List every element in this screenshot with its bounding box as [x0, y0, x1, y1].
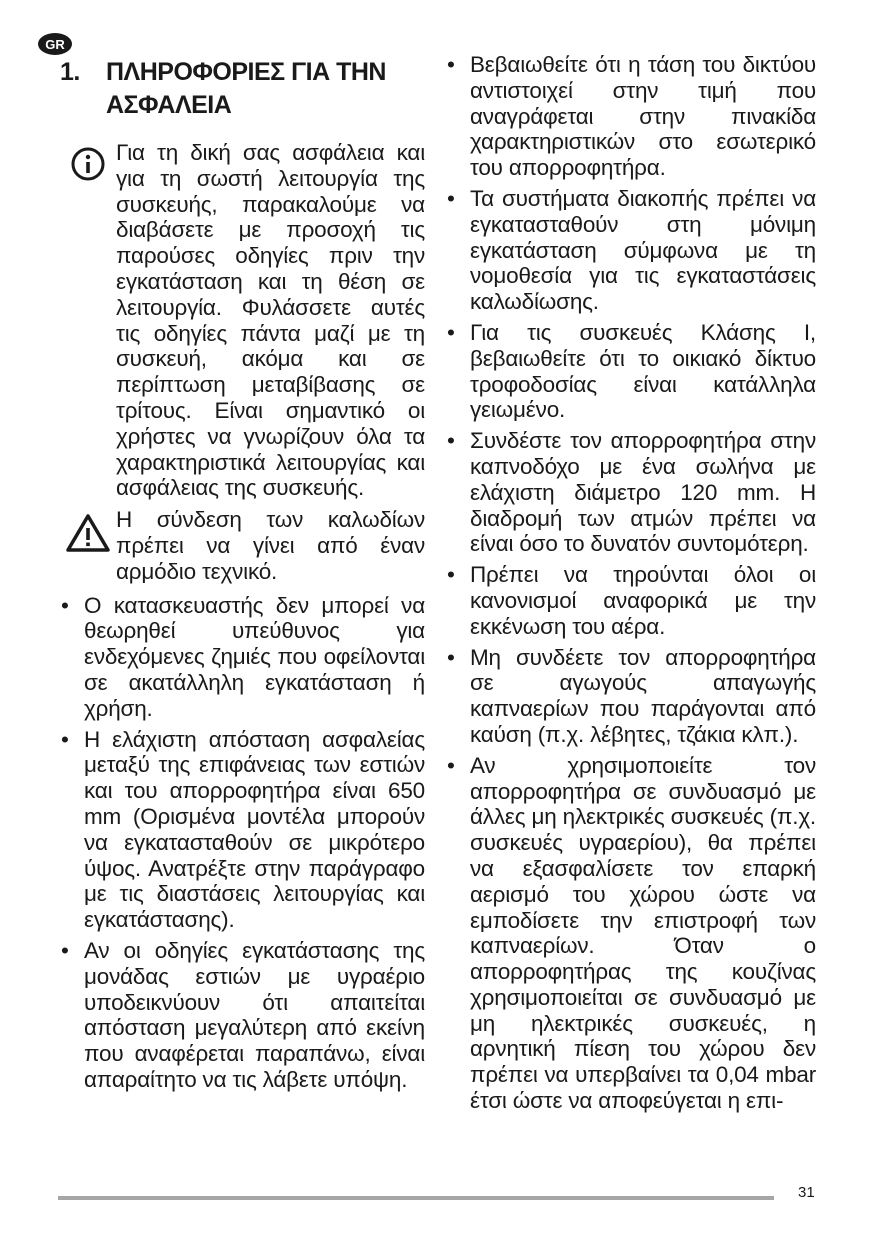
- warning-note-text: Η σύνδεση των καλωδίων πρέπει να γίνει από έναν αρμόδιο τεχνικό.: [116, 507, 425, 584]
- warning-note: [60, 507, 425, 584]
- list-item: • Αν χρησιμοποιείτε τον απορροφητήρα σε συνδυασμό με άλλες μη ηλεκτρικές συσκευές (π.χ. συσκευές υγραερίου), θα πρέπει να εξασφαλίσετε τον επαρκή αερισμό του χώρου ώστε να εμποδίσετε την επιστροφή των καπναερίων. Όταν ο απορροφητήρας της κουζίνας χρησιμοποιείται σε συνδυασμό με μη ηλεκτρικές συσκευές, η αρνητική πίεση του χώρου δεν πρέπει να υπερβαίνει τα 0,04 mbar έτσι ώστε να αποφεύγεται η επι-: [446, 753, 816, 1114]
- list-item: • Βεβαιωθείτε ότι η τάση του δικτύου αντιστοιχεί στην τιμή που αναγράφεται στην πινακίδα χαρακτηριστικών στο εσωτερικό του απορροφητήρα.: [446, 52, 816, 181]
- list-item: • Η ελάχιστη απόσταση ασφαλείας μεταξύ της επιφάνειας των εστιών και του απορροφητήρα είναι 650 mm (Ορισμένα μοντέλα μπορούν να εγκατασταθούν σε μικρότερο ύψος. Ανατρέξτε στην παράγραφο με τις διαστάσεις λειτουργίας και εγκατάστασης).: [60, 727, 425, 933]
- language-badge: GR: [38, 33, 72, 55]
- right-bullet-list: [446, 52, 816, 1114]
- section-number: 1.: [60, 58, 80, 86]
- page-number: 31: [798, 1184, 815, 1201]
- list-item: • Τα συστήματα διακοπής πρέπει να εγκατασταθούν στη μόνιμη εγκατάσταση σύμφωνα με τη νομοθεσία για τις εγκαταστάσεις καλωδίωσης.: [446, 186, 816, 315]
- left-column: [60, 52, 425, 1098]
- info-note-text: Για τη δική σας ασφάλεια και για τη σωστή λειτουργία της συσκευής, παρακαλούμε να διαβάσετε με προσοχή τις παρούσες οδηγίες πριν την εγκατάσταση και τη θέση σε λειτουργία. Φυλάσσετε αυτές τις οδηγίες πάντα μαζί με τη συσκευή, ακόμα και σε περίπτωση μεταβίβασης σε τρίτους. Είναι σημαντικό οι χρήστες να γνωρίζουν όλα τα χαρακτηριστικά λειτουργίας και ασφάλειας της συσκευής.: [116, 140, 425, 501]
- left-bullet-list: [60, 593, 425, 1093]
- info-icon: [60, 140, 116, 182]
- list-item: • Ο κατασκευαστής δεν μπορεί να θεωρηθεί υπεύθυνος για ενδεχόμενες ζημιές που οφείλονται σε ακατάλληλη εγκατάσταση ή χρήση.: [60, 593, 425, 722]
- list-item: • Αν οι οδηγίες εγκατάστασης της μονάδας εστιών με υγραέριο υποδεικνύουν ότι απαιτείται απόσταση μεγαλύτερη από εκείνη που αναφέρεται παραπάνω, είναι απαραίτητο να τις λάβετε υπόψη.: [60, 938, 425, 1093]
- list-item: • Πρέπει να τηρούνται όλοι οι κανονισμοί αναφορικά με την εκκένωση του αέρα.: [446, 562, 816, 639]
- right-column: [446, 52, 816, 1119]
- info-note: [60, 140, 425, 501]
- footer-divider: [58, 1196, 774, 1200]
- section-heading: [60, 56, 425, 122]
- list-item: • Συνδέστε τον απορροφητήρα στην καπνοδόχο με ένα σωλήνα με ελάχιστη διάμετρο 120 mm. Η διαδρομή των ατμών πρέπει να είναι όσο το δυνατόν συντομότερη.: [446, 428, 816, 557]
- list-item: • Για τις συσκευές Κλάσης I, βεβαιωθείτε ότι το οικιακό δίκτυο τροφοδοσίας είναι κατάλληλα γειωμένο.: [446, 320, 816, 423]
- warning-icon: [60, 507, 116, 553]
- list-item: • Μη συνδέετε τον απορροφητήρα σε αγωγούς απαγωγής καπναερίων που παράγονται από καύση (π.χ. λέβητες, τζάκια κλπ.).: [446, 645, 816, 748]
- section-title: ΠΛΗΡΟΦΟΡΙΕΣ ΓΙΑ ΤΗΝ ΑΣΦΑΛΕΙΑ: [106, 58, 386, 119]
